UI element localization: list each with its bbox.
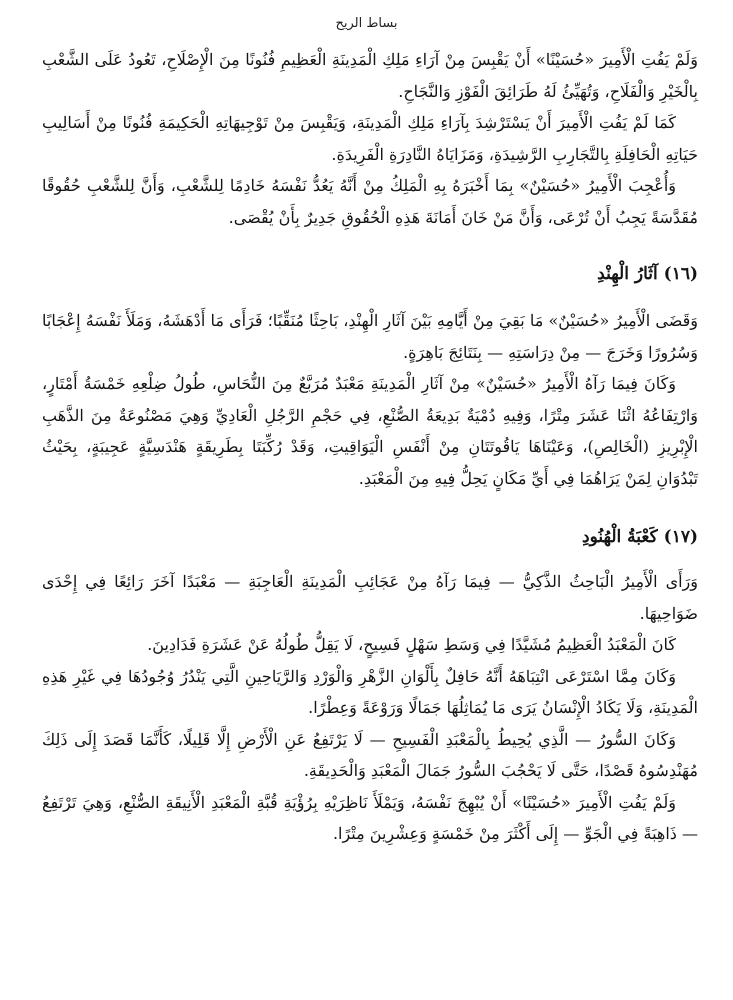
page-body	[42, 44, 698, 850]
section-title	[42, 259, 698, 289]
running-header: بساط الريح	[335, 16, 398, 31]
body-paragraph: وَلَمْ يَفُتِ الْأَمِيرَ «حُسَيْنًا» أَنْ يَقْبِسَ مِنْ آرَاءِ مَلِكِ الْمَدِينَةِ الْعَظِيمِ فُنُونًا مِنَ الْإِصْلَاحِ، تَعُودُ عَلَى الشَّعْبِ بِالْخَيْرِ وَالْفَلَاحِ، وَتُهَيِّئُ لَهُ طَرَائِقَ الْفَوْزِ وَالنَّجَاحِ.	[42, 50, 698, 101]
body-paragraph: كَمَا لَمْ يَفُتِ الْأَمِيرَ أَنْ يَسْتَرْشِدَ بِآرَاءِ مَلِكِ الْمَدِينَةِ، وَيَقْبِسَ مِنْ تَوْجِيهَاتِهِ الْحَكِيمَةِ فُنُونًا مِنْ أَسَالِيبِ حَيَاتِهِ الْحَافِلَةِ بِالتَّجَارِبِ الرَّشِيدَةِ، وَمَزَايَاهُ النَّادِرَةِ الْفَرِيدَةِ.	[42, 113, 698, 164]
body-paragraph: وَكَانَ السُّورُ — الَّذِي يُحِيطُ بِالْمَعْبَدِ الْفَسِيحِ — لَا يَرْتَفِعُ عَنِ الْأَرْضِ إِلَّا قَلِيلًا، كَأَنَّمَا قَصَدَ إِلَى ذَلِكَ مُهَنْدِسُوهُ قَصْدًا، حَتَّى لَا يَحْجُبَ السُّورُ جَمَالَ الْمَعْبَدِ وَالْحَدِيقَةِ.	[42, 729, 698, 780]
body-paragraph: كَانَ الْمَعْبَدُ الْعَظِيمُ مُشَيَّدًا فِي وَسَطِ سَهْلٍ فَسِيحٍ، لَا يَقِلُّ طُولُهُ عَنْ عَشَرَةِ فَدَادِينَ.	[147, 635, 676, 654]
section-title-text: آثَارُ الْهِنْدِ	[597, 264, 658, 284]
body-paragraph: وَرَأَى الْأَمِيرُ الْبَاحِثُ الذَّكِيُّ — فِيمَا رَآهُ مِنْ عَجَائِبِ الْمَدِينَةِ الْعَاجِبَةِ — مَعْبَدًا آخَرَ رَائِعًا فِي إِحْدَى ضَوَاحِيهَا.	[42, 572, 698, 623]
body-paragraph: وَقَضَى الْأَمِيرُ «حُسَيْنٌ» مَا بَقِيَ مِنْ أَيَّامِهِ بَيْنَ آثَارِ الْهِنْدِ، بَاحِثًا مُنَقِّبًا؛ فَرَأَى مَا أَدْهَشَهُ، وَمَلَأَ نَفْسَهُ إِعْجَابًا وَسُرُورًا وَخَرَجَ — مِنْ دِرَاسَتِهِ — بِنَتَائِجَ بَاهِرَةٍ.	[42, 311, 698, 362]
body-paragraph: وَكَانَ مِمَّا اسْتَرْعَى انْتِبَاهَهُ أَنَّهُ حَافِلٌ بِأَلْوَانِ الزَّهْرِ وَالْوَرْدِ وَالرَّيَاحِينِ الَّتِي يَنْدُرُ وُجُودُهَا فِي غَيْرِ هَذِهِ الْمَدِينَةِ، وَلَا يَكَادُ الْإِنْسَانُ يَرَى مَا يُمَاثِلُهَا جَمَالًا وَرَوْعَةً وَعِطْرًا.	[42, 666, 698, 717]
body-paragraph: وَلَمْ يَفُتِ الْأَمِيرَ «حُسَيْنًا» أَنْ يُبْهِجَ نَفْسَهُ، وَيَمْلَأَ نَاظِرَيْهِ بِرُؤْيَةِ قُبَّةِ الْمَعْبَدِ الْأَنِيقَةِ الصُّنْعِ، وَهِيَ تَرْتَفِعُ — ذَاهِبَةً فِي الْجَوِّ — إِلَى أَكْثَرَ مِنْ خَمْسَةٍ وَعِشْرِينَ مِتْرًا.	[42, 792, 698, 843]
section-title-text: كَعْبَةُ الْهُنُودِ	[582, 527, 658, 547]
body-paragraph: وَأُعْجِبَ الْأَمِيرُ «حُسَيْنٌ» بِمَا أَخْبَرَهُ بِهِ الْمَلِكُ مِنْ أَنَّهُ يَعُدُّ نَفْسَهُ خَادِمًا لِلشَّعْبِ، وَأَنَّ لِلشَّعْبِ حُقُوقًا مُقَدَّسَةً يَجِبُ أَنْ تُرْعَى، وَأَنَّ مَنْ خَانَ أَمَانَةَ هَذِهِ الْحُقُوقِ جَدِيرٌ بِأَنْ يُقْصَى.	[42, 176, 698, 227]
section-title	[42, 522, 698, 552]
body-paragraph: وَكَانَ فِيمَا رَآهُ الْأَمِيرُ «حُسَيْنٌ» مِنْ آثَارِ الْمَدِينَةِ مَعْبَدٌ مُرَبَّعٌ مِنَ النُّحَاسِ، طُولُ ضِلْعِهِ خَمْسَةُ أَمْتَارٍ، وَارْتِفَاعُهُ اثْنَا عَشَرَ مِتْرًا، وَفِيهِ دُمْيَةٌ بَدِيعَةُ الصُّنْعِ، فِي حَجْمِ الرَّجُلِ الْعَادِيِّ وَهِيَ مَصْنُوعَةٌ مِنَ الذَّهَبِ الْإِبْرِيزِ (الْخَالِصِ)، وَعَيْنَاهَا يَاقُوتَتَانِ مِنْ أَنْفَسِ الْيَوَاقِيتِ، وَقَدْ رُكِّبَتَا بِطَرِيقَةٍ هَنْدَسِيَّةٍ عَجِيبَةٍ، بِحَيْثُ تَبْدُوَانِ لِمَنْ يَرَاهُمَا فِي أَيِّ مَكَانٍ يَحِلُّ فِيهِ مِنَ الْمَعْبَدِ.	[42, 374, 698, 488]
section-number: (١٧)	[663, 527, 698, 547]
section-number: (١٦)	[663, 264, 698, 284]
